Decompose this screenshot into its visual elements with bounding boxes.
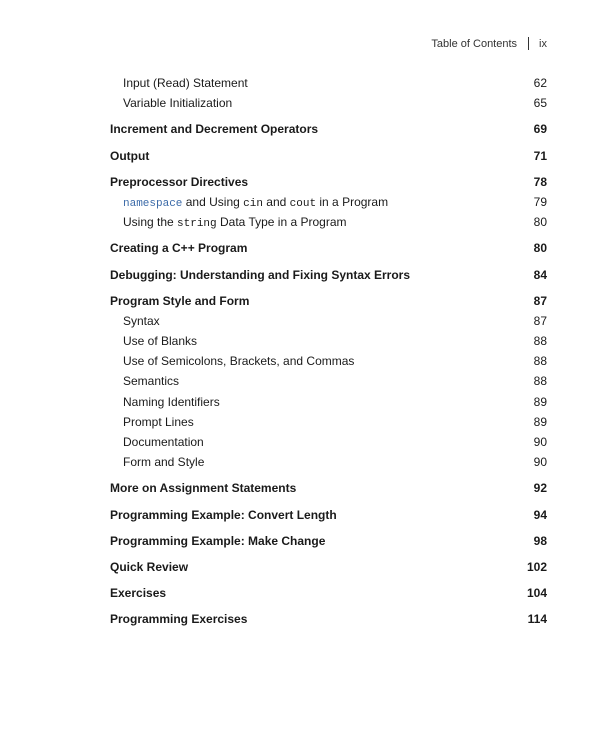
- toc-entry-page-number: 87: [533, 293, 547, 308]
- toc-entry-main[interactable]: [110, 122, 547, 142]
- toc-entry-page-number: 102: [526, 559, 547, 574]
- toc-title-text: and Using: [182, 194, 244, 209]
- toc-entry-sub[interactable]: [110, 435, 547, 455]
- toc-entry-title: Semantics: [123, 374, 180, 389]
- toc-entry-main[interactable]: [110, 294, 547, 314]
- toc-entry-page-number: 79: [533, 194, 547, 209]
- toc-entry-page-number: 69: [533, 122, 547, 137]
- toc-entry-title: Use of Semicolons, Brackets, and Commas: [123, 354, 355, 369]
- toc-entry-sub[interactable]: [110, 374, 547, 394]
- toc-entry-sub[interactable]: [110, 415, 547, 435]
- code-keyword: string: [177, 218, 217, 231]
- code-keyword: cin: [243, 197, 263, 210]
- toc-entry-page-number: 88: [533, 374, 547, 389]
- toc-entry-page-number: 80: [533, 241, 547, 256]
- toc-entry-title: Preprocessor Directives: [110, 174, 249, 189]
- code-keyword: cout: [289, 197, 317, 210]
- toc-entry-title: Syntax: [123, 313, 160, 328]
- toc-entry-sub[interactable]: [110, 354, 547, 374]
- toc-entry-title: Programming Example: Convert Length: [110, 507, 337, 522]
- toc-entry-main[interactable]: [110, 241, 547, 261]
- toc-entry-page-number: 94: [533, 507, 547, 522]
- toc-entry-main[interactable]: [110, 149, 547, 169]
- toc-title-text: Using the: [123, 215, 178, 230]
- toc-entry-page-number: 98: [533, 533, 547, 548]
- toc-entry-page-number: 89: [533, 394, 547, 409]
- toc-entry-title: Debugging: Understanding and Fixing Syntax Errors: [110, 267, 411, 282]
- toc-entry-main[interactable]: [110, 508, 547, 528]
- toc-title-text: in a Program: [316, 194, 389, 209]
- toc-entry-title: Program Style and Form: [110, 293, 250, 308]
- toc-title-text: Data Type in a Program: [216, 215, 347, 230]
- toc-entry-sub[interactable]: [110, 395, 547, 415]
- toc-entry-title: Quick Review: [110, 559, 189, 574]
- toc-entry-page-number: 114: [527, 612, 547, 627]
- toc-title-text: and: [262, 194, 290, 209]
- toc-entry-title: Documentation: [123, 435, 204, 449]
- toc-entry-main[interactable]: [110, 268, 547, 288]
- toc-entry-title: Use of Blanks: [123, 334, 198, 349]
- running-head-title: Table of Contents: [431, 37, 518, 50]
- toc-entry-page-number: 89: [533, 414, 547, 429]
- toc-entry-main[interactable]: [110, 175, 547, 195]
- toc-entry-sub[interactable]: [110, 76, 547, 96]
- toc-entry-main[interactable]: [110, 612, 547, 632]
- running-head-page-number: ix: [539, 37, 547, 50]
- toc-entry-page-number: 92: [533, 481, 547, 496]
- toc-entry-sub[interactable]: [110, 314, 547, 334]
- toc-entry-title: Programming Exercises: [110, 612, 248, 627]
- toc-entry-page-number: 88: [533, 354, 547, 369]
- toc-entry-page-number: 71: [533, 148, 547, 163]
- toc-entry-title: Prompt Lines: [123, 414, 194, 429]
- toc-entry-title: Exercises: [110, 586, 167, 601]
- toc-entry-main[interactable]: [110, 560, 547, 580]
- toc-entry-page-number: 84: [533, 267, 547, 282]
- toc-entry-title: Naming Identifiers: [123, 394, 220, 409]
- toc-entry-page-number: 65: [533, 96, 547, 111]
- table-of-contents: [110, 76, 547, 633]
- toc-entry-sub[interactable]: [110, 334, 547, 354]
- toc-entry-title: Form and Style: [123, 455, 205, 470]
- toc-entry-title: Variable Initialization: [123, 96, 233, 111]
- toc-entry-title: Programming Example: Make Change: [110, 533, 326, 548]
- toc-entry-page-number: 90: [533, 455, 547, 470]
- toc-entry-main[interactable]: [110, 534, 547, 554]
- code-keyword: namespace: [123, 197, 183, 210]
- toc-entry-page-number: 90: [533, 435, 547, 449]
- toc-entry-page-number: 104: [526, 586, 547, 601]
- running-head-divider: [528, 37, 529, 50]
- toc-entry-title: [110, 195, 388, 210]
- toc-entry-page-number: 78: [533, 174, 547, 189]
- toc-entry-page-number: 62: [533, 76, 547, 90]
- toc-entry-sub[interactable]: [110, 455, 547, 475]
- toc-entry-main[interactable]: [110, 481, 547, 501]
- toc-entry-page-number: 87: [533, 313, 547, 328]
- toc-entry-title: Output: [110, 148, 150, 163]
- toc-entry-sub[interactable]: [110, 96, 547, 116]
- toc-entry-main[interactable]: [110, 586, 547, 606]
- toc-entry-sub[interactable]: [110, 215, 547, 235]
- toc-entry-page-number: 88: [533, 334, 547, 349]
- toc-entry-sub[interactable]: [110, 195, 547, 215]
- toc-entry-title: [110, 215, 346, 230]
- toc-entry-title: Creating a C++ Program: [110, 241, 248, 256]
- toc-entry-page-number: 80: [533, 215, 547, 230]
- toc-entry-title: Increment and Decrement Operators: [110, 122, 319, 137]
- toc-entry-title: Input (Read) Statement: [123, 76, 248, 90]
- toc-entry-title: More on Assignment Statements: [110, 481, 297, 496]
- running-head: [431, 37, 547, 50]
